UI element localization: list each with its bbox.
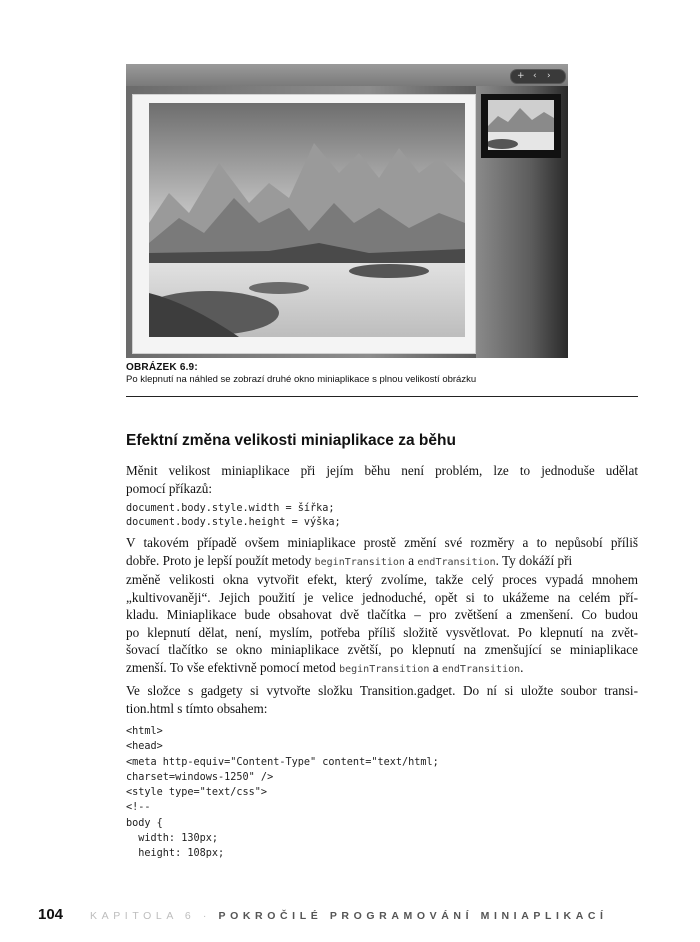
code-line: charset=windows-1250" /> <box>126 771 274 783</box>
code-line: <html> <box>126 726 163 737</box>
chapter-title: POKROČILÉ PROGRAMOVÁNÍ MINIAPLIKACÍ <box>218 910 608 922</box>
paragraph-line: V takovém případě ovšem miniaplikace prostě změní své rozměry a to nepůsobí příliš <box>126 535 638 550</box>
code-line: <!-- <box>126 802 151 814</box>
section-heading: Efektní změna velikosti miniaplikace za běhu <box>126 432 456 449</box>
figure-caption: Po klepnutí na náhled se zobrazí druhé okno miniaplikace s plnou velikostí obrázku <box>126 374 477 385</box>
page-footer <box>38 906 608 924</box>
thumbnail-image <box>488 100 554 150</box>
paragraph-line: Měnit velikost miniaplikace při jejím běhu není problém, lze to jednoduše udělat <box>126 463 638 478</box>
code-line: height: 108px; <box>126 848 225 860</box>
paragraph-3 <box>126 682 638 717</box>
chevron-left-icon: ‹ <box>533 71 537 81</box>
paragraph-line: Ve složce s gadgety si vytvořte složku Transition.gadget. Do ní si uložte soubor transi- <box>126 683 638 698</box>
code-snippet-2 <box>126 724 638 862</box>
code-line: <style type="text/css"> <box>126 787 268 799</box>
paragraph-line: dobře. Proto je lepší použít metody beginTransition a endTransition. Ty dokáží při <box>126 552 573 568</box>
full-size-image-window <box>132 94 476 354</box>
paragraph-line: šovací tlačítko se okno miniaplikace zvětší, po klepnutí na zmenšující se miniaplikace <box>126 642 638 657</box>
code-line: document.body.style.height = výška; <box>126 517 341 528</box>
page-number: 104 <box>38 906 64 923</box>
paragraph-line: pomocí příkazů: <box>126 480 213 496</box>
code-snippet-1 <box>126 502 638 530</box>
gadget-controls <box>510 69 566 84</box>
paragraph-1 <box>126 462 638 497</box>
running-header <box>90 910 608 922</box>
thumbnail-frame <box>481 94 561 158</box>
paragraph-line: kladu. Miniaplikace bude obsahovat dvě tlačítka – pro zvětšení a zmenšení. Co budou <box>126 607 638 622</box>
figure-label: OBRÁZEK 6.9: <box>126 362 198 373</box>
chevron-right-icon: › <box>547 71 551 81</box>
code-line: width: 130px; <box>126 833 219 845</box>
gadget-titlebar <box>126 64 568 86</box>
plus-icon: + <box>517 71 525 81</box>
paragraph-line: změně velikosti okna vytvořit efekt, který zvolíme, takže celý proces vypadá mnohem <box>126 572 638 587</box>
landscape-photo <box>149 103 465 337</box>
paragraph-line: zmenší. To vše efektivně pomocí metod beginTransition a endTransition. <box>126 659 524 675</box>
code-line: body { <box>126 817 163 829</box>
footer-separator: · <box>195 910 219 922</box>
paragraph-line: tion.html s tímto obsahem: <box>126 700 268 716</box>
paragraph-2 <box>126 534 638 678</box>
chapter-label: KAPITOLA 6 <box>90 910 196 922</box>
caption-divider <box>126 396 638 397</box>
paragraph-line: „kultivovaněji“. Jejich použití je velice jednoduché, opět si to ukážeme na celém pří- <box>126 589 638 605</box>
code-line: document.body.style.width = šířka; <box>126 503 335 514</box>
code-line: <meta http-equiv="Content-Type" content="text/html; <box>126 756 439 768</box>
figure-screenshot <box>126 64 568 358</box>
paragraph-line: po klepnutí dělat, není, myslím, potřeba příliš složitě vysvětlovat. Po klepnutí na zvět- <box>126 624 638 640</box>
code-line: <head> <box>126 741 163 753</box>
